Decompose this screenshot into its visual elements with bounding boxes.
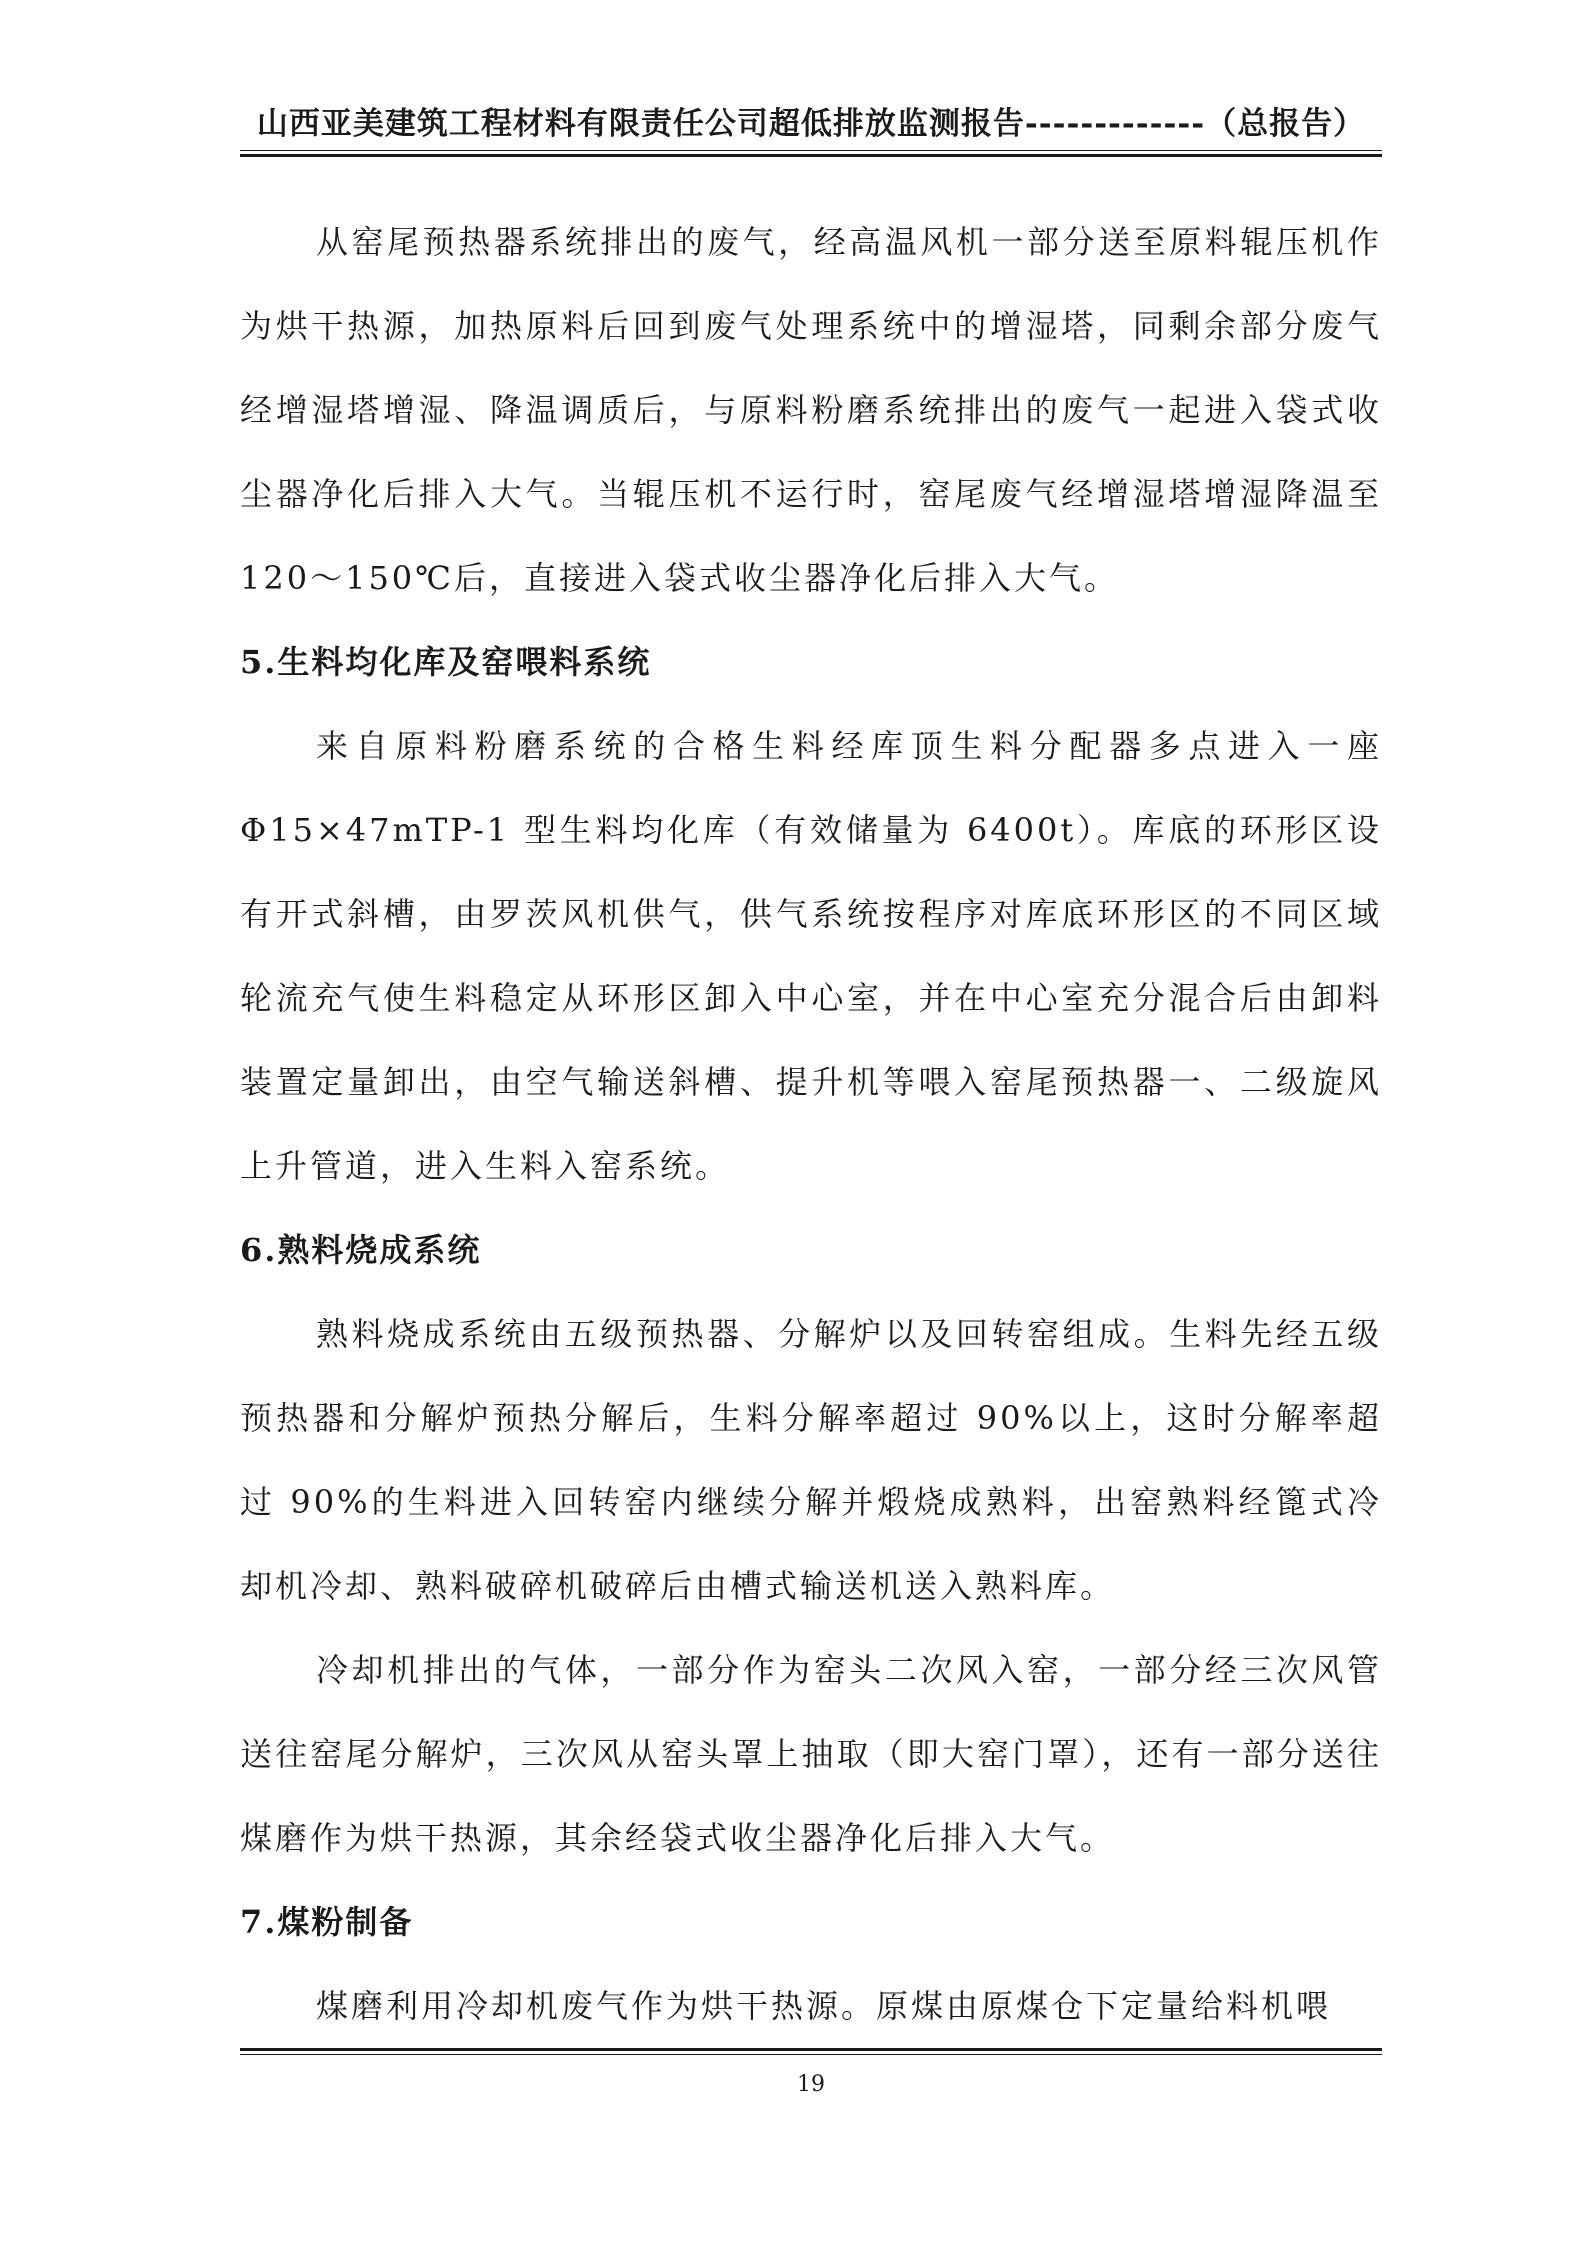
paragraph-raw-meal-homogenization: 来自原料粉磨系统的合格生料经库顶生料分配器多点进入一座Φ15×47mTP-1 型生料均化库（有效储量为 6400t）。库底的环形区设有开式斜槽，由罗茨风机供气，供气系统按程序对库底环形区的不同区域轮流充气使生料稳定从环形区卸入中心室，并在中心室充分混合后由卸料装置定量卸出，由空气输送斜槽、提升机等喂入窑尾预热器一、二级旋风上升管道，进入生料入窑系统。: [240, 727, 1382, 1185]
section-heading-5: 5.生料均化库及窑喂料系统: [240, 643, 652, 681]
report-header-title: 山西亚美建筑工程材料有限责任公司超低排放监测报告-------------（总报告）: [256, 106, 1366, 142]
paragraph-kiln-exhaust: 从窑尾预热器系统排出的废气，经高温风机一部分送至原料辊压机作为烘干热源，加热原料后回到废气处理系统中的增湿塔，同剩余部分废气经增湿塔增湿、降温调质后，与原料粉磨系统排出的废气一起进入袋式收尘器净化后排入大气。当辊压机不运行时，窑尾废气经增湿塔增湿降温至 120～150℃后，直接进入袋式收尘器净化后排入大气。: [240, 223, 1382, 597]
footer-rule-thick: [240, 2048, 1382, 2051]
section-heading-6: 6.熟料烧成系统: [240, 1231, 482, 1269]
header-rule-thick: [240, 154, 1382, 157]
header-rule-thin: [240, 150, 1382, 151]
paragraph-cooler-exhaust: 冷却机排出的气体，一部分作为窑头二次风入窑，一部分经三次风管送往窑尾分解炉，三次风从窑头罩上抽取（即大窑门罩），还有一部分送往煤磨作为烘干热源，其余经袋式收尘器净化后排入大气。: [240, 1651, 1382, 1857]
section-heading-7: 7.煤粉制备: [240, 1903, 414, 1941]
document-body: [240, 200, 1382, 2048]
paragraph-clinker-burning: 熟料烧成系统由五级预热器、分解炉以及回转窑组成。生料先经五级预热器和分解炉预热分解后，生料分解率超过 90%以上，这时分解率超过 90%的生料进入回转窑内继续分解并煅烧成熟料，出窑熟料经篦式冷却机冷却、熟料破碎机破碎后由槽式输送机送入熟料库。: [240, 1315, 1382, 1605]
page-number: 19: [797, 2072, 825, 2097]
paragraph-coal-grinding: 煤磨利用冷却机废气作为烘干热源。原煤由原煤仓下定量给料机喂: [316, 1987, 1332, 2025]
footer-rule-thin: [240, 2054, 1382, 2055]
